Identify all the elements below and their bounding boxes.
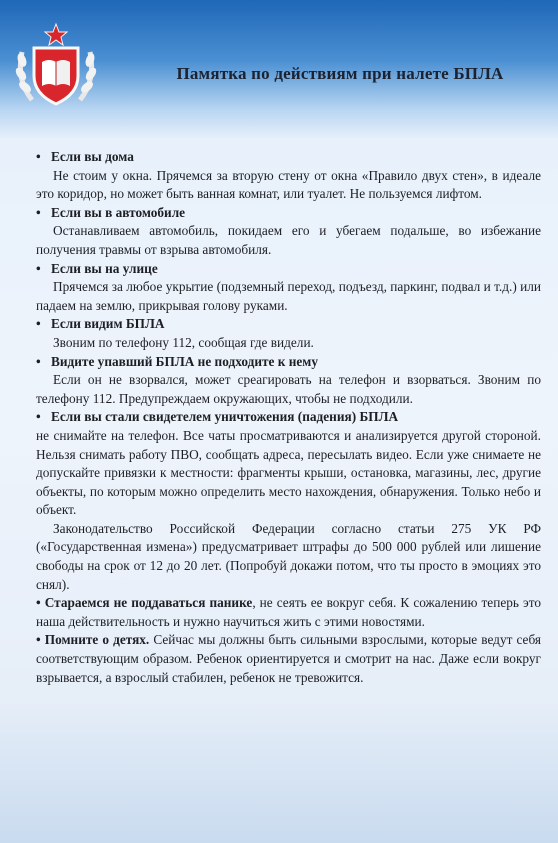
section-text: не снимайте на телефон. Все чаты просматриваются и анализируется другой стороной. Нельзя снимать работу ПВО, сообщать адреса, пересылать видео. Если уже снимаете не допускайте привязки к местности: фрагменты крыши, остановка, магазины, лес, другие объекты, по которым можно определить место нахождения, обнаружения. Только небо и объект. — [36, 427, 541, 518]
section-text: Останавливаем автомобиль, покидаем его и убегаем подальше, во избежание получения травмы от взрыва автомобиля. — [36, 223, 541, 257]
bullet: • — [36, 409, 41, 425]
memo-content — [36, 148, 541, 687]
section-heading: Если вы в автомобиле — [51, 204, 186, 220]
section-street — [36, 260, 541, 316]
section-text: , не сеять ее вокруг себя. К сожалению теперь это наша действительность и нужно научиться жить с этими новостями. — [36, 595, 541, 629]
section-text: Если он не взорвался, может среагировать на телефон и взорваться. Звоним по телефону 112. Предупреждаем окружающих, чтобы не подходили. — [36, 372, 541, 406]
section-fallen-uav — [36, 353, 541, 409]
section-witness — [36, 408, 541, 594]
page-title: Памятка по действиям при налете БПЛА — [176, 64, 504, 83]
section-home — [36, 148, 541, 204]
section-heading: Если вы стали свидетелем уничтожения (падения) БПЛА — [51, 409, 399, 425]
section-see-uav — [36, 315, 541, 352]
section-text: Сейчас мы должны быть сильными взрослыми, которые ведут себя соответствующим образом. Ребенок ориентируется и смотрит на нас. Даже если вокруг взрывается, а взрослый стабилен, ребенок не тревожится. — [36, 632, 542, 685]
section-text: Прячемся за любое укрытие (подземный переход, подъезд, паркинг, подвал и т.д.) или падаем на землю, прикрывая голову руками. — [36, 279, 541, 313]
section-text: Не стоим у окна. Прячемся за вторую стену от окна «Правило двух стен», в идеале это коридор, но может быть ванная комнат, или туалет. Не пользуемся лифтом. — [36, 167, 541, 202]
section-panic — [36, 594, 541, 631]
bullet: • — [36, 316, 41, 332]
bullet: • — [36, 632, 41, 648]
law-text: Законодательство Российской Федерации согласно статьи 275 УК РФ («Государственная измена») предусматривает штрафы до 500 000 рублей или лишение свободы на срок от 12 до 20 лет. (Попробуй докажи потом, что ты просто в эмоциях это снял). — [36, 520, 541, 592]
bullet: • — [36, 595, 41, 611]
bullet: • — [36, 149, 41, 164]
section-children — [36, 631, 541, 687]
section-heading: Помните о детях. — [44, 632, 150, 648]
section-text: Звоним по телефону 112, сообщая где видели. — [53, 334, 314, 350]
bullet: • — [36, 204, 41, 220]
section-car — [36, 204, 541, 260]
section-heading: Видите упавший БПЛА не подходите к нему — [51, 353, 319, 369]
section-heading: Стараемся не поддаваться панике — [44, 595, 253, 611]
section-heading: Если видим БПЛА — [51, 316, 165, 332]
shield-book-emblem-icon — [10, 20, 102, 112]
bullet: • — [36, 353, 41, 369]
bullet: • — [36, 260, 41, 276]
section-heading: Если вы дома — [51, 149, 134, 164]
section-heading: Если вы на улице — [51, 260, 158, 276]
header — [0, 0, 558, 130]
